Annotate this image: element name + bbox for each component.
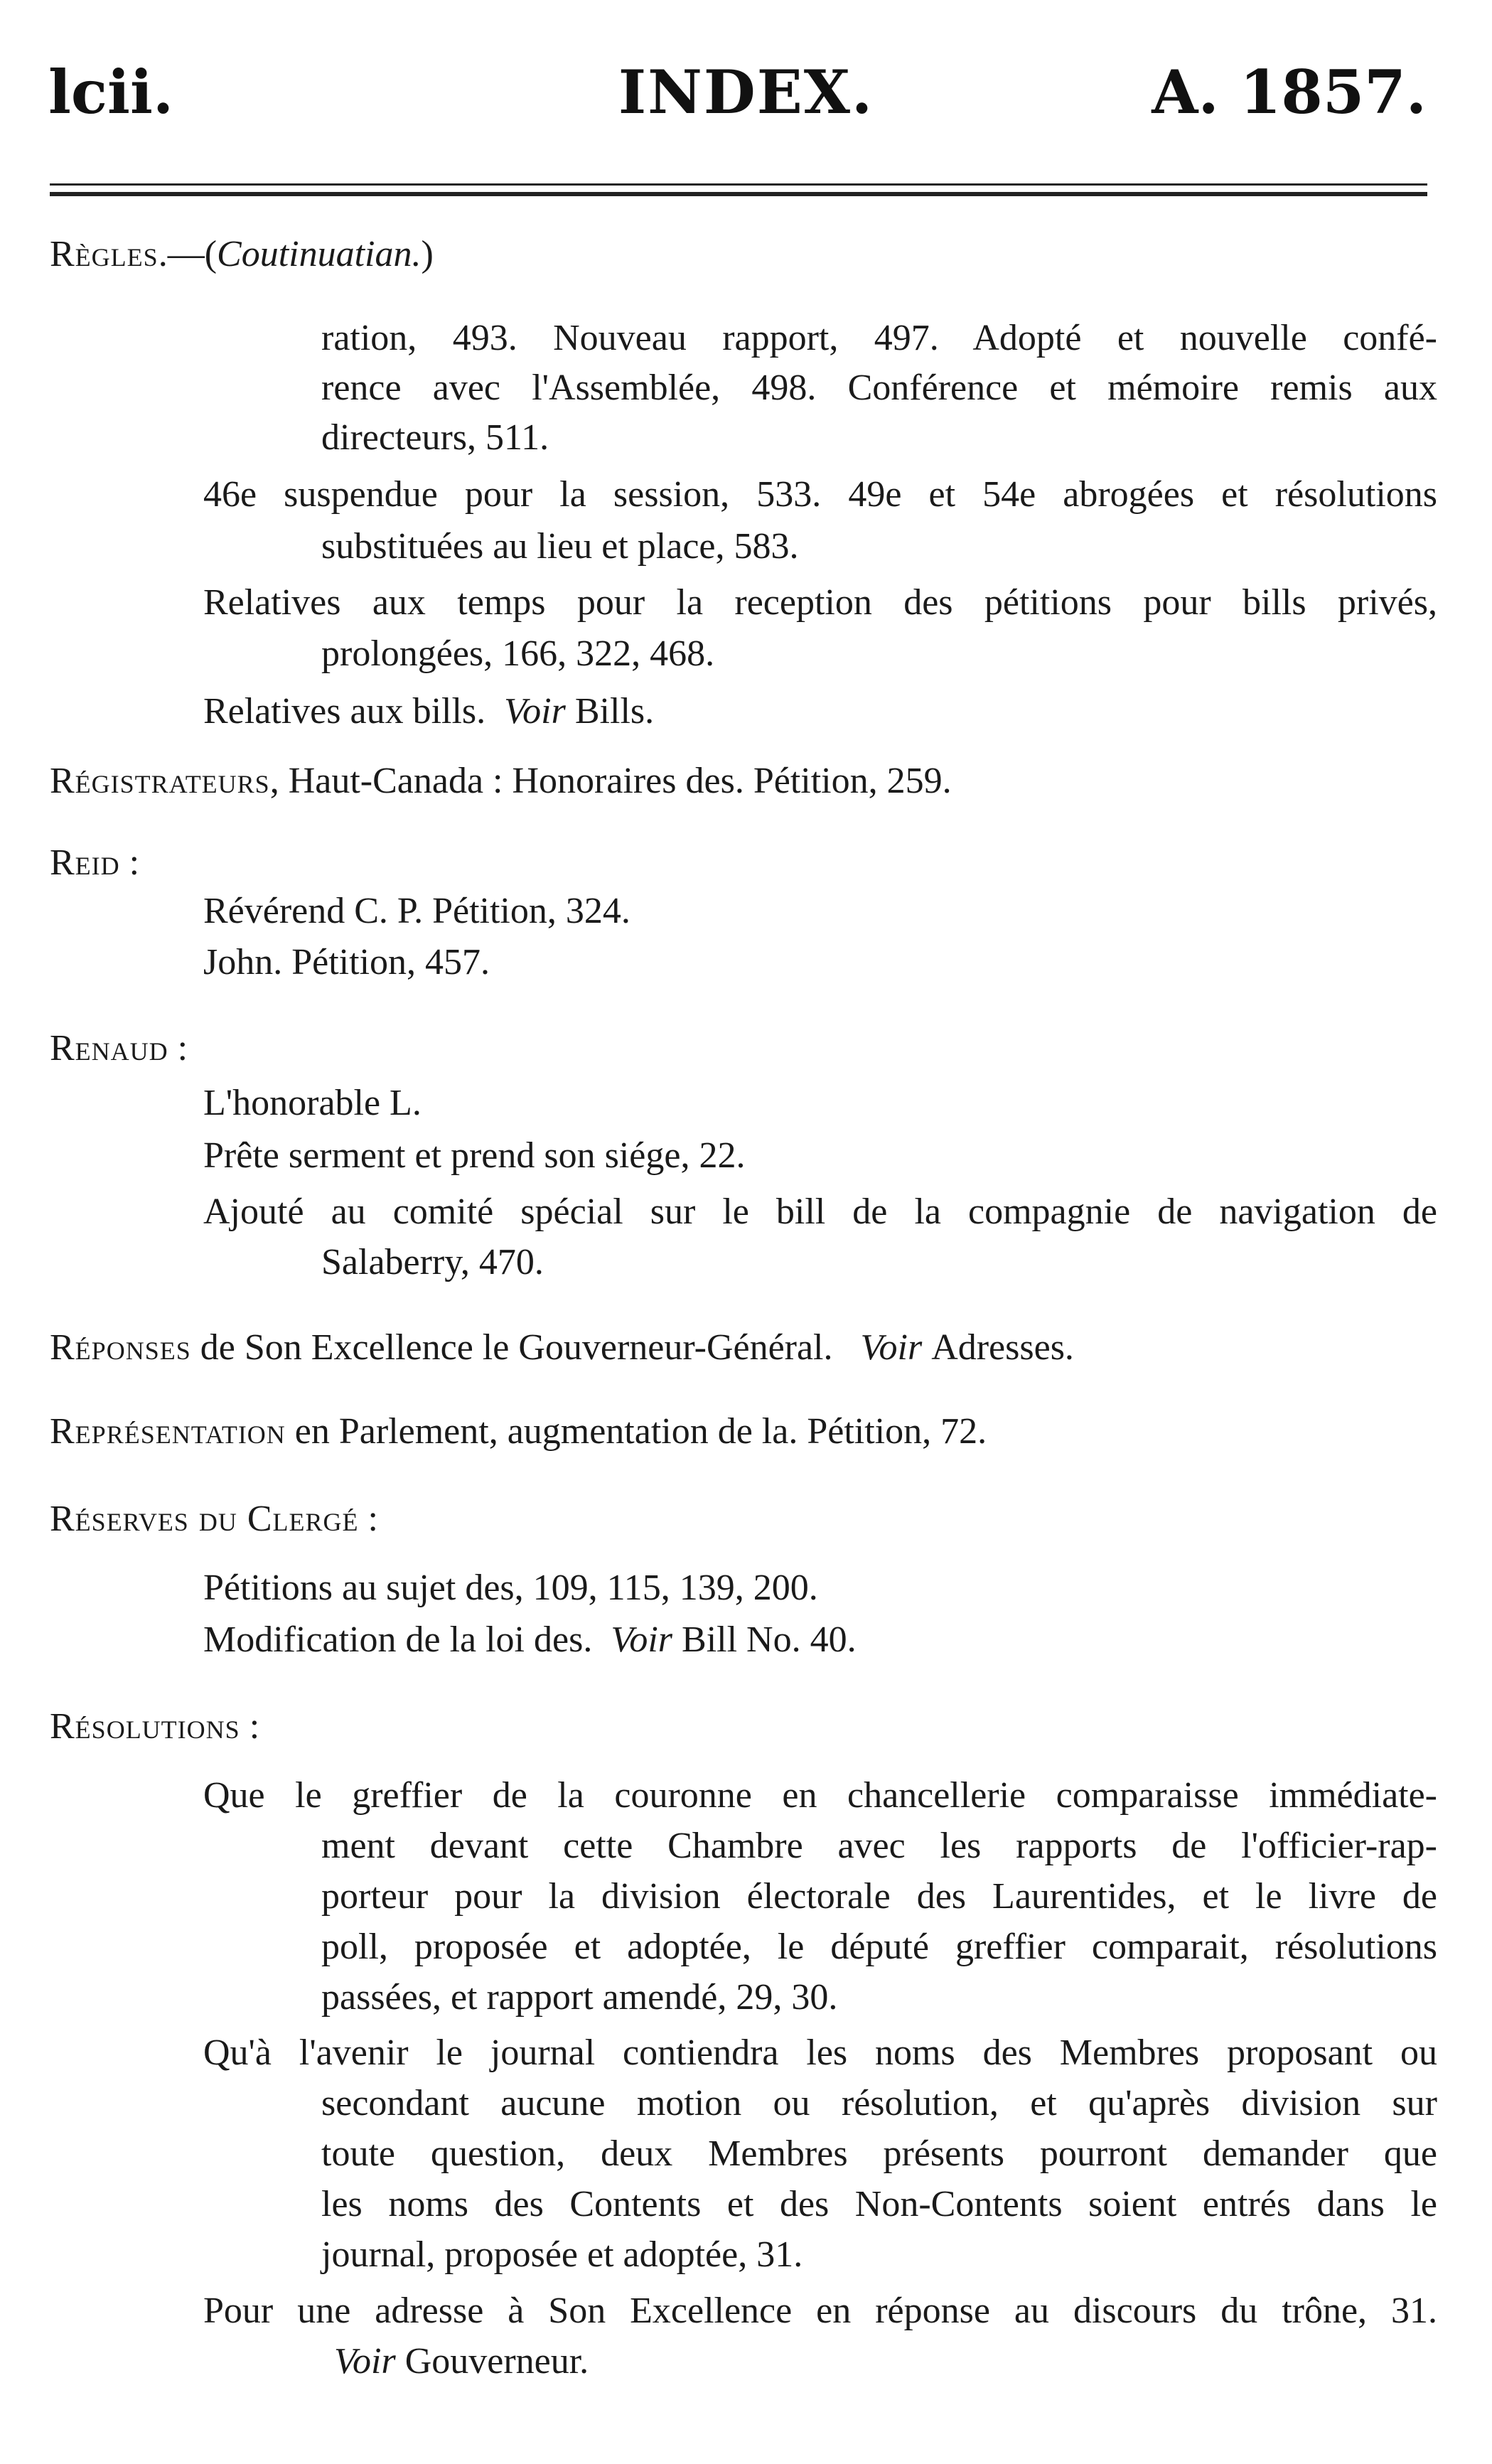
reserves-line-1: Pétitions au sujet des, 109, 115, 139, 200. [203,1568,818,1608]
header-rule-thin [50,183,1427,186]
heading-registrateurs: Régistrateurs [50,761,270,801]
heading-regles-continuation: Coutinuatian. [217,234,422,274]
resolutions-line-2: ment devant cette Chambre avec les rapports de l'officier-rap- [321,1826,1437,1866]
regles-line-1: ration, 493. Nouveau rapport, 497. Adopté et nouvelle confé- [321,318,1437,358]
heading-reserves-du: du [188,1499,247,1539]
voir-label: Voir [504,691,566,732]
heading-reserves-colon: : [358,1499,378,1539]
renaud-line-1: L'honorable L. [203,1083,422,1123]
reid-line-1: Révérend C. P. Pétition, 324. [203,891,630,931]
page-title: INDEX. [618,57,874,127]
voir-label: Voir [611,1619,673,1660]
heading-representation: Représentation [50,1411,286,1452]
reserves-line-2-post: Bill No. 40. [682,1619,857,1660]
entry-heading-reserves [50,1501,378,1538]
heading-resolutions-colon: : [240,1706,260,1747]
heading-reserves-clerge: Clergé [247,1499,359,1539]
reid-line-2: John. Pétition, 457. [203,942,490,982]
representation-text: en Parlement, augmentation de la. Pétition, 72. [285,1411,987,1452]
heading-reid-colon: : [119,842,140,883]
entry-heading-reid [50,842,140,883]
regles-voir-pre: Relatives aux bills. [203,691,486,732]
regles-line-2: rence avec l'Assemblée, 498. Conférence et mémoire remis aux [321,368,1437,408]
resolutions-line-8: toute question, deux Membres présents pourront demander que [321,2133,1437,2174]
resolutions-line-9: les noms des Contents et des Non-Contents soient entrés dans le [321,2184,1437,2224]
resolutions-line-5: passées, et rapport amendé, 29, 30. [321,1977,838,2018]
heading-renaud-colon: : [168,1028,188,1068]
voir-label: Voir [860,1327,923,1368]
heading-regles: Règles [50,234,159,274]
regles-voir-line [203,693,654,730]
heading-regles-dash: .—( [158,234,218,274]
resolutions-line-3: porteur pour la division électorale des Laurentides, et le livre de [321,1876,1437,1917]
regles-line-3: directeurs, 511. [321,417,549,458]
resolutions-line-7: secondant aucune motion ou résolution, et qu'après division sur [321,2083,1437,2123]
entry-heading-renaud [50,1030,188,1067]
regles-line-5: substituées au lieu et place, 583. [321,526,799,567]
regles-line-6: Relatives aux temps pour la reception des pétitions pour bills privés, [203,582,1437,623]
renaud-line-4: Salaberry, 470. [321,1242,544,1282]
heading-reid: Reid [50,842,120,883]
heading-reponses: Réponses [50,1327,191,1368]
regles-line-4: 46e suspendue pour la session, 533. 49e et 54e abrogées et résolutions [203,474,1437,515]
reserves-line-2 [203,1619,857,1660]
heading-resolutions: Résolutions [50,1706,240,1747]
page-number: lcii. [48,57,174,127]
header-rule-thick [50,192,1427,196]
voir-label: Voir [334,2341,396,2382]
resolutions-line-12 [334,2343,589,2380]
regles-voir-post: Bills. [574,691,655,732]
entry-reponses [50,1329,1074,1366]
reserves-line-2-pre: Modification de la loi des. [203,1619,593,1660]
heading-renaud: Renaud [50,1028,168,1068]
heading-regles-close: ) [421,234,434,274]
resolutions-line-6: Qu'à l'avenir le journal contiendra les noms des Membres proposant ou [203,2032,1437,2073]
resolutions-last-post: Gouverneur. [404,2341,589,2382]
registrateurs-text: , Haut-Canada : Honoraires des. Pétition, 259. [269,761,952,801]
resolutions-line-1: Que le greffier de la couronne en chancellerie comparaisse immédiate- [203,1775,1437,1816]
reponses-text: de Son Excellence le Gouverneur-Général. [190,1327,833,1368]
entry-heading-resolutions [50,1708,259,1745]
page-year: A. 1857. [1152,57,1427,127]
entry-registrateurs [50,763,952,800]
entry-heading-regles [50,236,434,273]
resolutions-line-10: journal, proposée et adoptée, 31. [321,2234,803,2275]
renaud-line-2: Prête serment et prend son siége, 22. [203,1135,746,1176]
entry-representation [50,1413,987,1450]
regles-line-7: prolongées, 166, 322, 468. [321,633,715,674]
resolutions-line-11: Pour une adresse à Son Excellence en réponse au discours du trône, 31. [203,2291,1437,2331]
heading-reserves: Réserves [50,1499,189,1539]
resolutions-line-4: poll, proposée et adoptée, le député greffier comparait, résolutions [321,1927,1437,1967]
reponses-post: Adresses. [931,1327,1074,1368]
renaud-line-3: Ajouté au comité spécial sur le bill de la compagnie de navigation de [203,1191,1437,1232]
